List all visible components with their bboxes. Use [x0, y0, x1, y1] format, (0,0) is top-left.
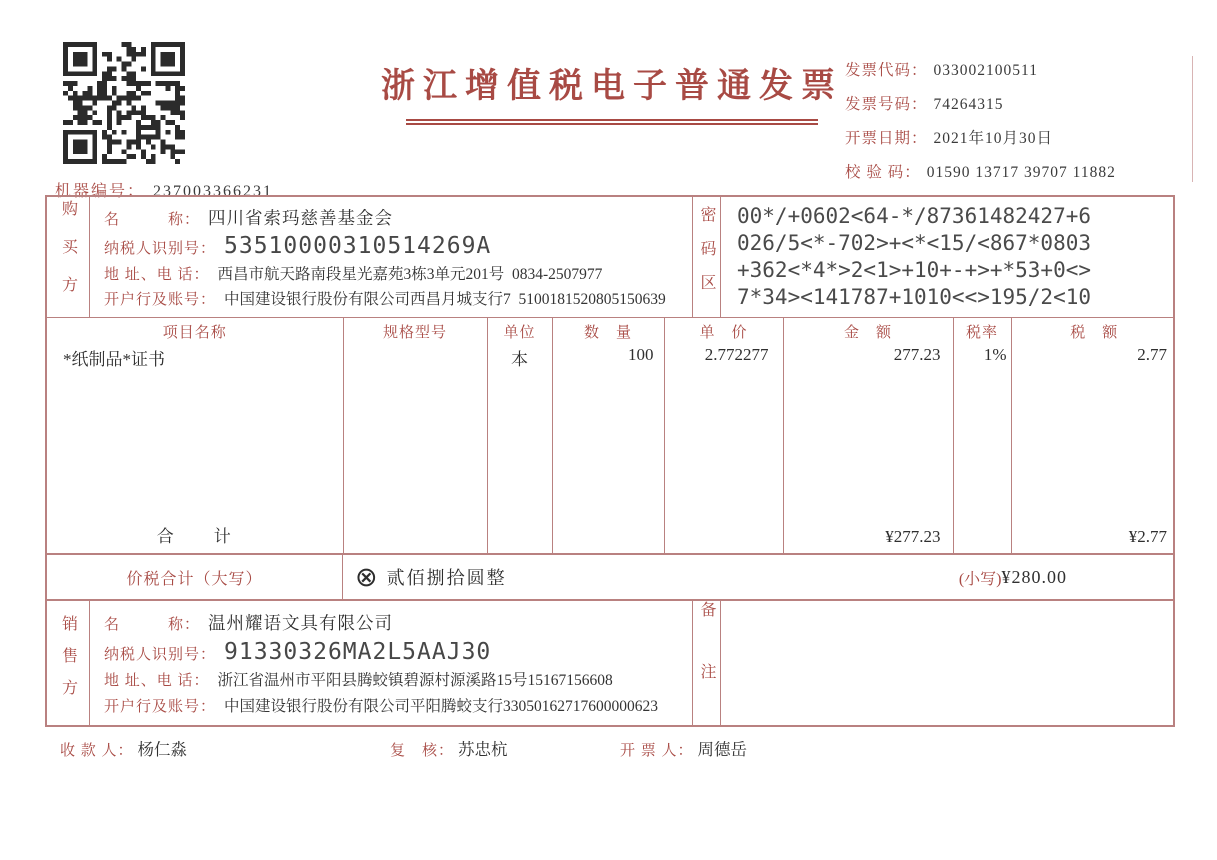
seller-bank-label: 开户行及账号：: [104, 699, 217, 716]
cell-unit-price: 2.772277: [664, 344, 783, 371]
payee-value: 杨仁淼: [137, 740, 188, 759]
seller-name-value: 温州耀语文具有限公司: [208, 612, 394, 633]
password-line: 7*34><141787+1010<<>195/2<10: [737, 285, 1092, 310]
cell-item-name: *纸制品*证书: [47, 344, 343, 371]
invoice-date-row: [845, 128, 1116, 150]
tax-total-label: 价税合计（大写）: [47, 555, 343, 599]
password-area-content: [721, 197, 1173, 317]
buyer-fields: [90, 197, 692, 317]
tax-total-row: [47, 555, 1173, 601]
items-filler-row: [47, 371, 1177, 519]
password-line: +362<*4*>2<1>+10+-+>+*53+0<>: [737, 258, 1092, 283]
buyer-taxid-row: [104, 233, 688, 259]
buyer-address-value: 西昌市航天路南段星光嘉苑3栋3单元201号 0834-2507977: [217, 266, 603, 284]
seller-name-row: [104, 610, 688, 635]
reviewer-value: 苏忠杭: [458, 740, 508, 759]
cell-spec: [343, 344, 487, 371]
col-header-quantity: 数 量: [552, 318, 664, 344]
password-line: 00*/+0602<64-*/87361482427+6: [737, 204, 1092, 229]
col-header-spec: 规格型号: [343, 318, 487, 344]
invoice-number-label: 发票号码：: [845, 96, 928, 113]
check-code-value: 01590 13717 39707 11882: [926, 164, 1116, 181]
seller-name-label: 名 称：: [104, 616, 201, 633]
tax-total-body: [343, 555, 1173, 599]
invoice-code-row: [845, 60, 1116, 82]
seller-bank-value: 中国建设银行股份有限公司平阳腾蛟支行33050162717600000623: [224, 698, 659, 716]
cell-quantity: 100: [552, 344, 664, 371]
total-tax-amount: ¥2.77: [1128, 527, 1167, 547]
title-double-underline: [406, 119, 818, 125]
invoice-title: 浙江增值税电子普通发票: [381, 68, 843, 105]
invoice-code-value: 033002100511: [933, 62, 1038, 79]
seller-taxid-row: [104, 639, 688, 665]
buyer-bank-label: 开户行及账号：: [104, 291, 217, 308]
col-header-tax-amount: 税 额: [1070, 324, 1119, 341]
col-header-tax-rate: 税率: [953, 318, 1011, 344]
invoice-info-block: [845, 60, 1116, 184]
small-amount-label: (小写): [958, 570, 1002, 588]
cell-unit: 本: [487, 344, 552, 371]
col-header-unit-price: 单 价: [664, 318, 783, 344]
seller-address-label: 地 址、电 话：: [104, 673, 210, 690]
password-area-label: 密码区: [692, 197, 721, 317]
buyer-name-value: 四川省索玛慈善基金会: [208, 208, 394, 229]
machine-number-value: 237003366231: [153, 183, 274, 200]
total-amount: ¥277.23: [783, 519, 953, 553]
scan-edge-line: [1192, 56, 1193, 182]
buyer-name-label: 名 称：: [104, 212, 201, 229]
seller-address-value: 浙江省温州市平阳县腾蛟镇碧源村源溪路15号15167156608: [217, 672, 613, 690]
total-label: 合 计: [47, 519, 343, 553]
invoice-body: [45, 195, 1175, 727]
remark-content: [721, 601, 1173, 725]
check-code-row: [845, 162, 1116, 184]
seller-taxid-label: 纳税人识别号：: [104, 646, 217, 663]
seller-bank-row: [104, 694, 688, 716]
buyer-address-row: [104, 262, 688, 284]
check-code-label: 校 验 码：: [845, 164, 921, 181]
col-header-amount: 金 额: [783, 318, 953, 344]
items-table-wrap: [47, 318, 1173, 555]
seller-section: [47, 601, 1173, 725]
invoice-number-row: [845, 94, 1116, 116]
cell-tax-amount: 2.77: [1137, 345, 1167, 365]
cell-tax-rate: 1%: [953, 344, 1011, 371]
seller-taxid-value: 91330326MA2L5AAJ30: [224, 638, 492, 665]
seller-fields: [90, 601, 692, 725]
invoice-code-label: 发票代码：: [845, 62, 928, 79]
remark-side-label: 备注: [692, 601, 721, 725]
drawer-value: 周德岳: [697, 740, 748, 759]
col-header-unit: 单位: [487, 318, 552, 344]
drawer-group: [620, 736, 747, 760]
items-table: [47, 318, 1177, 553]
buyer-name-row: [104, 205, 688, 230]
drawer-label: 开 票 人：: [620, 743, 694, 759]
payee-group: [60, 736, 187, 760]
buyer-bank-value: 中国建设银行股份有限公司西昌月城支行7 5100181520805150639: [224, 290, 666, 308]
payee-label: 收 款 人：: [60, 743, 134, 759]
invoice-date-label: 开票日期：: [845, 130, 928, 147]
seller-address-row: [104, 668, 688, 690]
col-header-item-name: 项目名称: [47, 318, 343, 344]
buyer-taxid-label: 纳税人识别号：: [104, 241, 217, 258]
cell-amount: 277.23: [783, 344, 953, 371]
invoice-header: [372, 58, 852, 125]
buyer-address-label: 地 址、电 话：: [104, 267, 210, 284]
circled-cross-icon: ⊗: [355, 561, 378, 593]
invoice-footer: [45, 736, 1175, 766]
buyer-bank-row: [104, 287, 688, 309]
buyer-taxid-value: 53510000310514269A: [224, 233, 492, 260]
reviewer-group: [390, 736, 508, 760]
reviewer-label: 复 核：: [390, 743, 455, 759]
item-row: [47, 344, 1177, 371]
machine-number-label: 机器编号：: [55, 183, 146, 200]
invoice-number-value: 74264315: [933, 96, 1004, 113]
qr-code: [63, 42, 185, 164]
amount-in-words: 贰佰捌拾圆整: [386, 568, 507, 589]
items-header-row: [47, 318, 1177, 344]
invoice-date-value: 2021年10月30日: [933, 130, 1054, 147]
password-line: 026/5<*-702>+<*<15/<867*0803: [737, 231, 1092, 256]
buyer-section: [47, 197, 1173, 318]
small-amount-value: ¥280.00: [1001, 566, 1067, 587]
seller-side-label: 销售方: [47, 601, 90, 725]
buyer-side-label: 购买方: [47, 197, 90, 317]
items-total-row: [47, 519, 1177, 553]
